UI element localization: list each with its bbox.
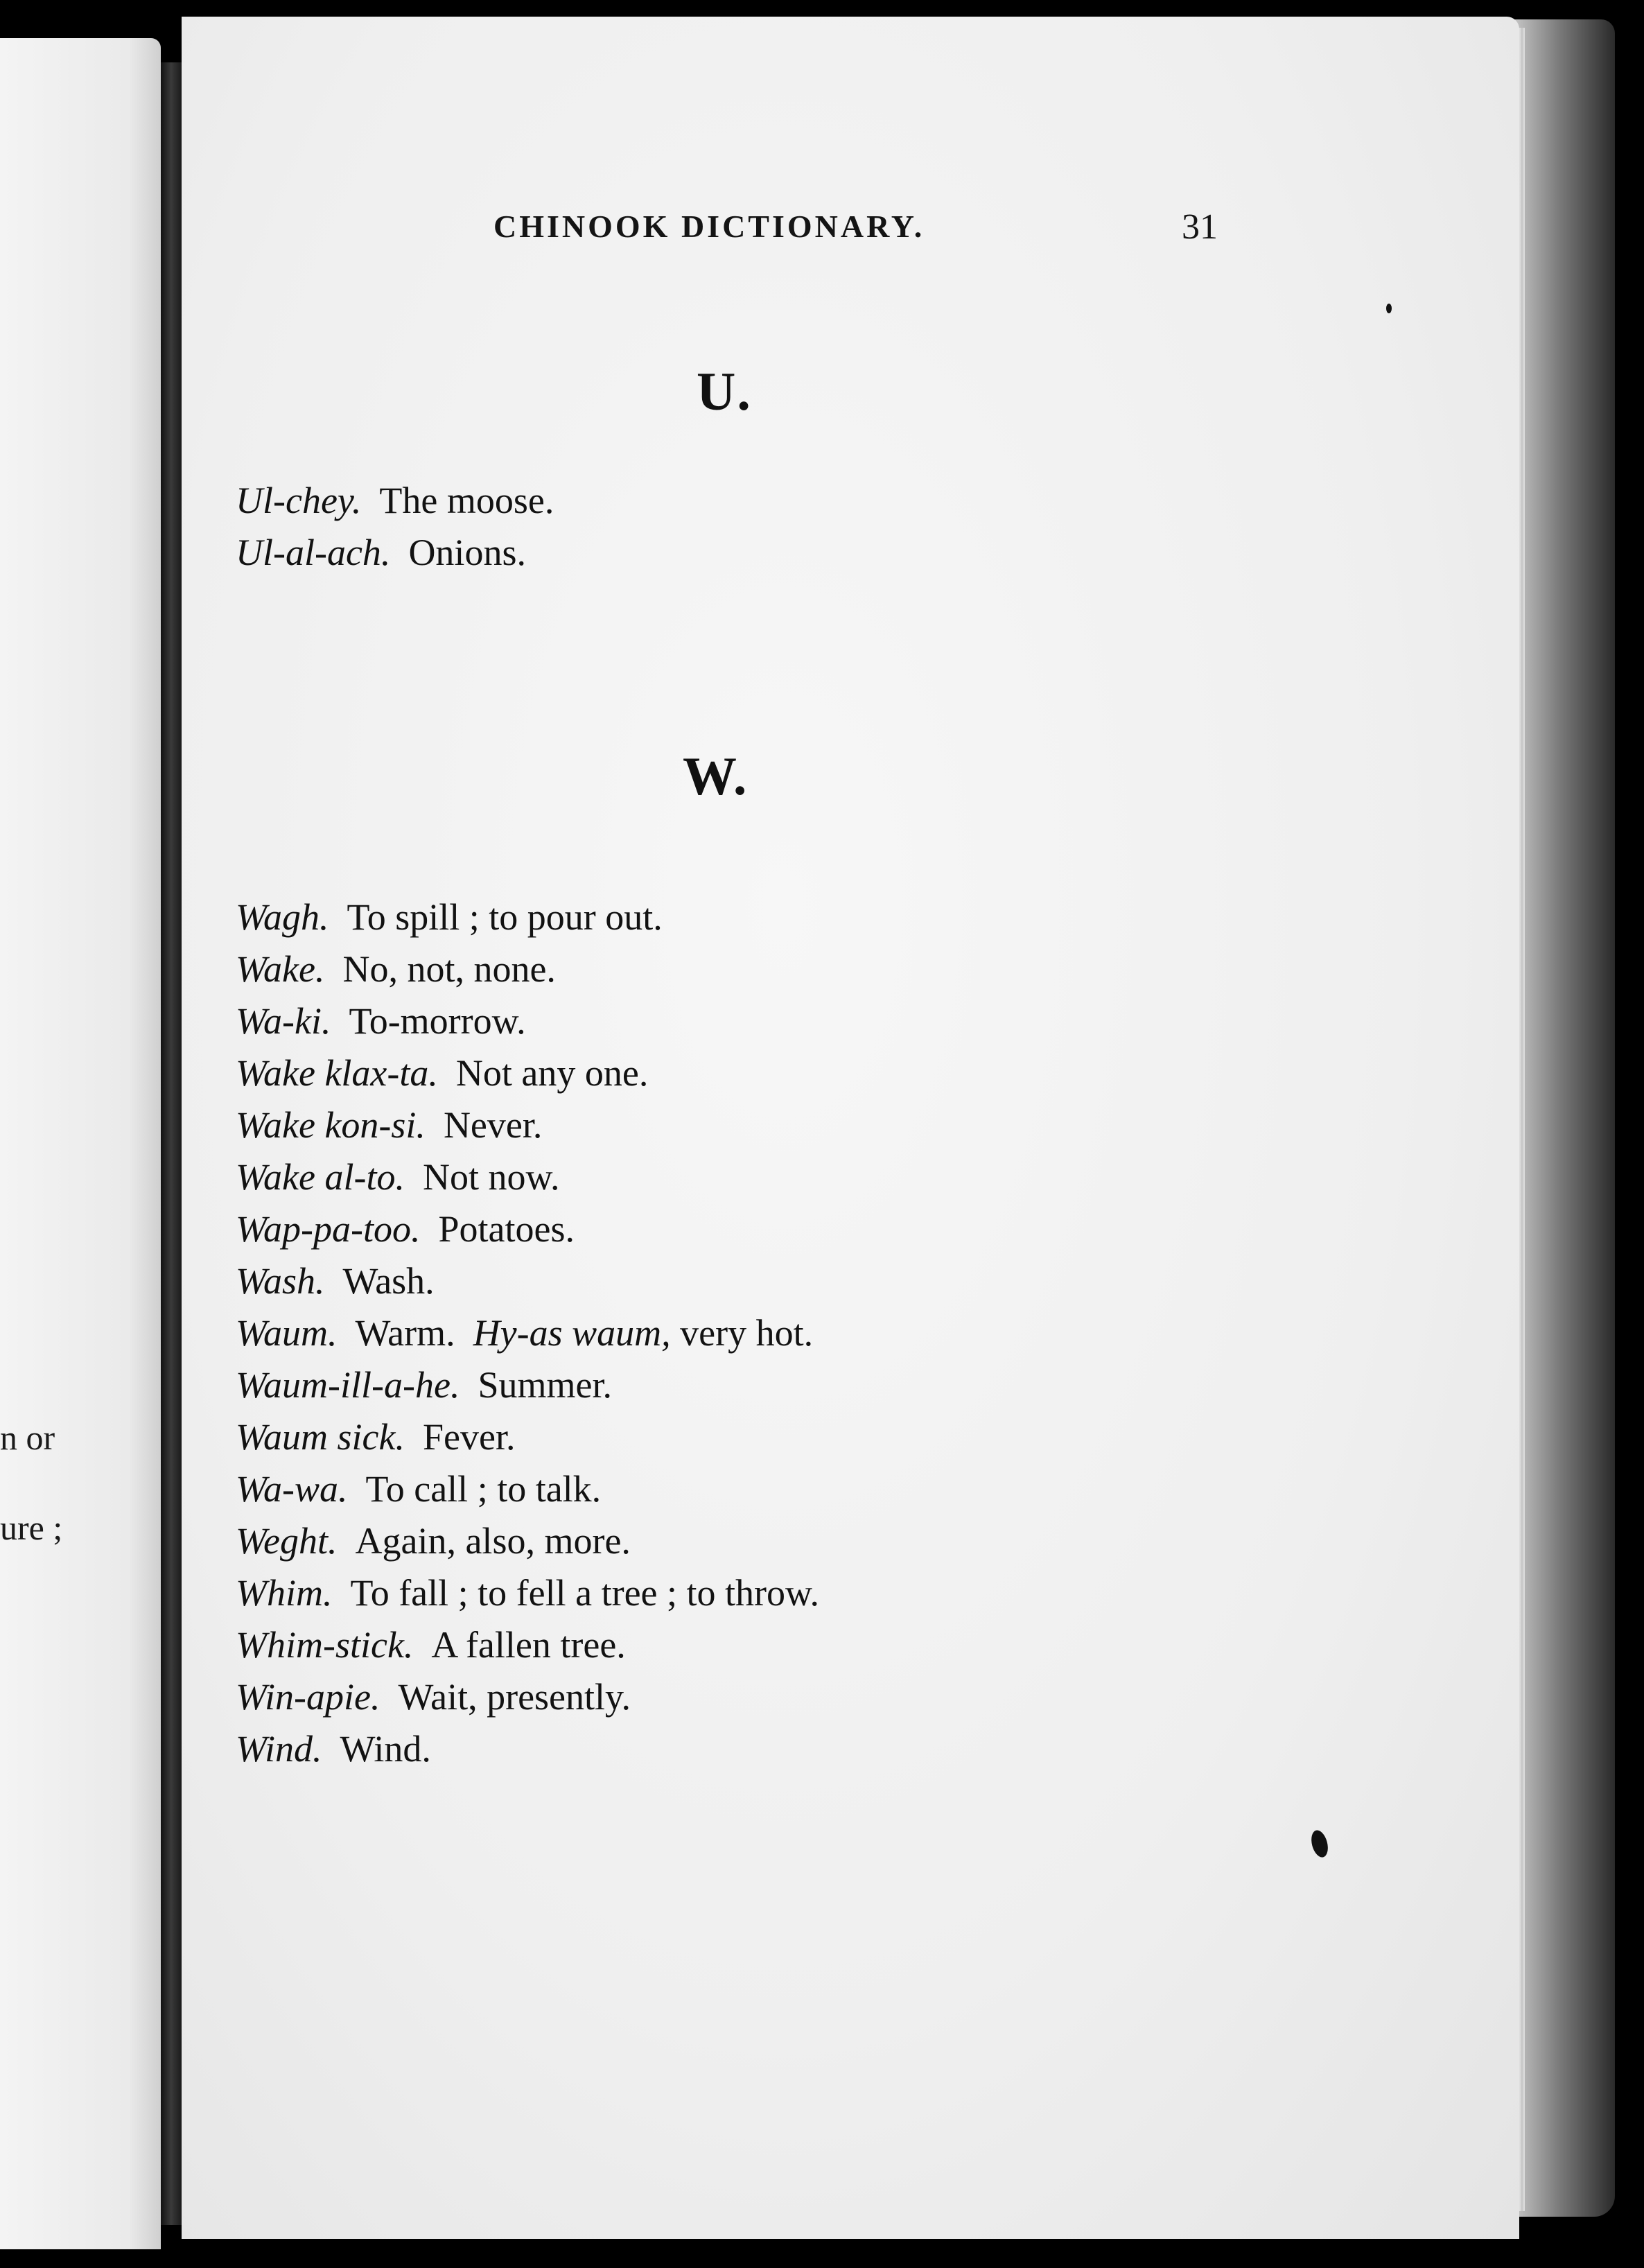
dictionary-entry [236, 1723, 819, 1775]
entry-list-w [236, 891, 819, 1775]
headword: Wa-ki. [236, 1000, 331, 1042]
left-page-fragment: n or [0, 1418, 55, 1457]
headword: Wake al-to. [236, 1156, 405, 1198]
definition: No, not, none. [342, 948, 556, 990]
dictionary-entry [236, 1099, 819, 1151]
dictionary-entry [236, 1151, 819, 1203]
dictionary-entry [236, 943, 819, 995]
ink-speck [1386, 304, 1392, 313]
definition: Wind. [340, 1728, 431, 1770]
definition: Not any one. [455, 1052, 649, 1094]
definition: Potatoes. [438, 1208, 575, 1250]
dictionary-entry [236, 1515, 819, 1567]
dictionary-entry [236, 1255, 819, 1307]
headword: Ul-chey. [236, 480, 362, 521]
dictionary-entry [236, 1567, 819, 1619]
definition: To spill ; to pour out. [347, 896, 663, 938]
dictionary-entry [236, 1203, 819, 1255]
section-letter-u: U. [697, 361, 752, 421]
example-phrase: Hy-as waum, [473, 1312, 671, 1354]
headword: Wake kon-si. [236, 1104, 426, 1146]
entry-list-u [236, 475, 554, 579]
headword: Wagh. [236, 896, 329, 938]
headword: Wash. [236, 1260, 325, 1302]
headword: Waum sick. [236, 1416, 405, 1458]
dictionary-entry [236, 1463, 819, 1515]
headword: Win-apie. [236, 1676, 381, 1718]
definition: To-morrow. [349, 1000, 526, 1042]
page-number: 31 [1182, 207, 1218, 247]
definition: Wait, presently. [398, 1676, 631, 1718]
definition: Warm. [355, 1312, 455, 1354]
section-letter-w: W. [683, 746, 749, 806]
book-gutter [161, 62, 182, 2225]
headword: Wake klax-ta. [236, 1052, 438, 1094]
dictionary-entry [236, 1359, 819, 1411]
definition: Not now. [422, 1156, 560, 1198]
definition: Summer. [478, 1364, 612, 1406]
headword: Wap-pa-too. [236, 1208, 421, 1250]
dictionary-entry [236, 1047, 819, 1099]
headword: Ul-al-ach. [236, 532, 391, 573]
definition: Fever. [422, 1416, 516, 1458]
left-page-fragment: ure ; [0, 1508, 63, 1547]
headword: Whim. [236, 1572, 333, 1614]
dictionary-entry [236, 1671, 819, 1723]
definition: To fall ; to fell a tree ; to throw. [350, 1572, 819, 1614]
example-gloss: very hot. [680, 1312, 814, 1354]
headword: Whim-stick. [236, 1624, 414, 1666]
running-title: CHINOOK DICTIONARY. [493, 209, 925, 244]
dictionary-entry [236, 995, 819, 1047]
headword: Wind. [236, 1728, 322, 1770]
definition: To call ; to talk. [365, 1468, 602, 1510]
definition: Wash. [342, 1260, 435, 1302]
definition: Onions. [408, 532, 526, 573]
headword: Waum-ill-a-he. [236, 1364, 460, 1406]
headword: Waum. [236, 1312, 338, 1354]
definition: A fallen tree. [431, 1624, 626, 1666]
definition: The moose. [379, 480, 554, 521]
dictionary-entry [236, 1411, 819, 1463]
dictionary-entry [236, 1307, 819, 1359]
definition: Again, also, more. [355, 1520, 631, 1562]
headword: Weght. [236, 1520, 338, 1562]
dictionary-entry [236, 891, 819, 943]
dictionary-entry [236, 527, 554, 579]
dictionary-entry [236, 1619, 819, 1671]
definition: Never. [443, 1104, 543, 1146]
headword: Wa-wa. [236, 1468, 348, 1510]
headword: Wake. [236, 948, 325, 990]
dictionary-entry [236, 475, 554, 527]
left-page [0, 38, 161, 2249]
